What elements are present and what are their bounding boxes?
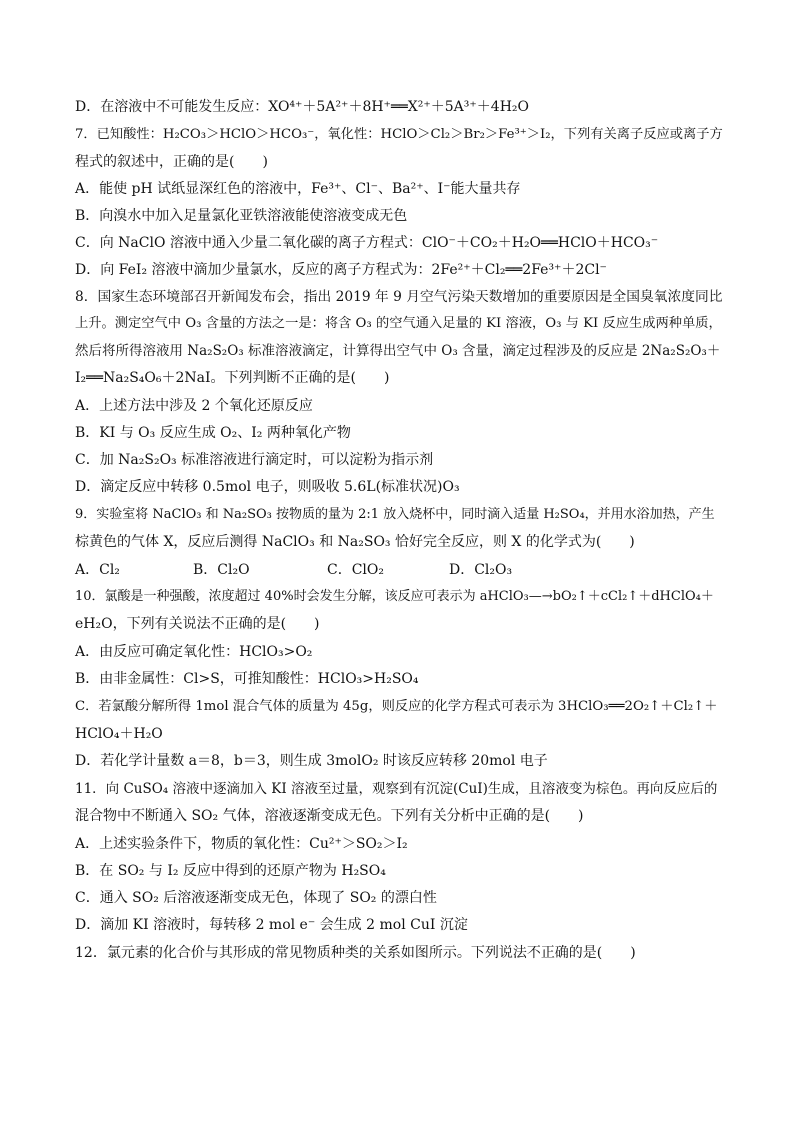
q11-option-c: C．通入 SO₂ 后溶液逐渐变成无色，体现了 SO₂ 的漂白性 bbox=[75, 890, 437, 906]
q9-stem-line2: 棕黄色的气体 X，反应后测得 NaClO₃ 和 Na₂SO₃ 恰好完全反应，则 X 的化学式为( ) bbox=[75, 534, 635, 550]
q8-option-d: D．滴定反应中转移 0.5mol 电子，则吸收 5.6L(标准状况)O₃ bbox=[75, 479, 460, 495]
q10-option-c-line2: HClO₄＋H₂O bbox=[75, 726, 163, 742]
q10-stem-line2: eH₂O，下列有关说法不正确的是( ) bbox=[75, 616, 320, 632]
q7-option-b: B．向溴水中加入足量氯化亚铁溶液能使溶液变成无色 bbox=[75, 208, 408, 224]
q11-stem-line1: 11．向 CuSO₄ 溶液中逐滴加入 KI 溶液至过量，观察到有沉淀(CuI)生成，且溶液变为棕色。再向反应后的 bbox=[75, 781, 718, 797]
q11-option-b: B．在 SO₂ 与 I₂ 反应中得到的还原产物为 H₂SO₄ bbox=[75, 863, 386, 879]
q7-stem-line1: 7．已知酸性：H₂CO₃＞HClO＞HCO₃⁻，氧化性：HClO＞Cl₂＞Br₂＞Fe³⁺＞I₂，下列有关离子反应或离子方 bbox=[75, 127, 723, 142]
q9-option-a: A．Cl₂ bbox=[75, 562, 120, 578]
q11-stem-line2: 混合物中不断通入 SO₂ 气体，溶液逐渐变成无色。下列有关分析中正确的是( ) bbox=[75, 808, 584, 824]
q6-option-d: D．在溶液中不可能发生反应：XO⁴⁺＋5A²⁺＋8H⁺══X²⁺＋5A³⁺＋4H₂O bbox=[75, 99, 530, 115]
q10-option-b: B．由非金属性：Cl>S，可推知酸性：HClO₃>H₂SO₄ bbox=[75, 671, 419, 687]
q7-option-c: C．向 NaClO 溶液中通入少量二氧化碳的离子方程式：ClO⁻＋CO₂＋H₂O══HClO＋HCO₃⁻ bbox=[75, 235, 659, 251]
q9-stem-line1: 9．实验室将 NaClO₃ 和 Na₂SO₃ 按物质的量为 2:1 放入烧杯中，同时滴入适量 H₂SO₄，并用水浴加热，产生 bbox=[75, 507, 715, 522]
q10-stem-line1: 10．氯酸是一种强酸，浓度超过 40%时会发生分解，该反应可表示为 aHClO₃—→bO₂↑＋cCl₂↑＋dHClO₄＋ bbox=[75, 589, 714, 604]
q9-options-row bbox=[75, 561, 725, 579]
q11-option-d: D．滴加 KI 溶液时，每转移 2 mol e⁻ 会生成 2 mol CuI 沉淀 bbox=[75, 917, 468, 933]
q8-stem-line1: 8．国家生态环境部召开新闻发布会，指出 2019 年 9 月空气污染天数增加的重要原因是全国臭氧浓度同比 bbox=[75, 289, 723, 305]
q7-option-a: A．能使 pH 试纸显深红色的溶液中，Fe³⁺、Cl⁻、Ba²⁺、I⁻能大量共存 bbox=[75, 181, 521, 197]
q8-stem-line4: I₂══Na₂S₄O₆＋2NaI。下列判断不正确的是( ) bbox=[75, 370, 390, 386]
q8-stem-line2: 上升。测定空气中 O₃ 含量的方法之一是：将含 O₃ 的空气通入足量的 KI 溶液，O₃ 与 KI 反应生成两种单质， bbox=[75, 316, 722, 331]
q11-option-a: A．上述实验条件下，物质的氧化性：Cu²⁺＞SO₂＞I₂ bbox=[75, 836, 408, 852]
q10-option-a: A．由反应可确定氧化性：HClO₃>O₂ bbox=[75, 644, 313, 660]
q7-stem-line2: 程式的叙述中，正确的是( ) bbox=[75, 154, 268, 170]
q8-stem-line3: 然后将所得溶液用 Na₂S₂O₃ 标准溶液滴定，计算得出空气中 O₃ 含量，滴定过程涉及的反应是 2Na₂S₂O₃＋ bbox=[75, 343, 721, 359]
q7-option-d: D．向 FeI₂ 溶液中滴加少量氯水，反应的离子方程式为：2Fe²⁺＋Cl₂══2Fe³⁺＋2Cl⁻ bbox=[75, 262, 607, 278]
q10-option-d: D．若化学计量数 a＝8，b＝3，则生成 3molO₂ 时该反应转移 20mol 电子 bbox=[75, 753, 548, 769]
q8-option-c: C．加 Na₂S₂O₃ 标准溶液进行滴定时，可以淀粉为指示剂 bbox=[75, 452, 434, 468]
q9-option-c: C．ClO₂ bbox=[327, 562, 384, 578]
q12-stem: 12．氯元素的化合价与其形成的常见物质种类的关系如图所示。下列说法不正确的是( ) bbox=[75, 945, 636, 961]
q10-option-c-line1: C．若氯酸分解所得 1mol 混合气体的质量为 45g，则反应的化学方程式可表示为 3HClO₃══2O₂↑＋Cl₂↑＋ bbox=[75, 699, 718, 714]
q9-option-b: B．Cl₂O bbox=[193, 562, 250, 578]
q8-option-b: B．KI 与 O₃ 反应生成 O₂、I₂ 两种氧化产物 bbox=[75, 425, 351, 441]
q8-option-a: A．上述方法中涉及 2 个氧化还原反应 bbox=[75, 398, 313, 414]
q9-option-d: D．Cl₂O₃ bbox=[449, 562, 513, 578]
